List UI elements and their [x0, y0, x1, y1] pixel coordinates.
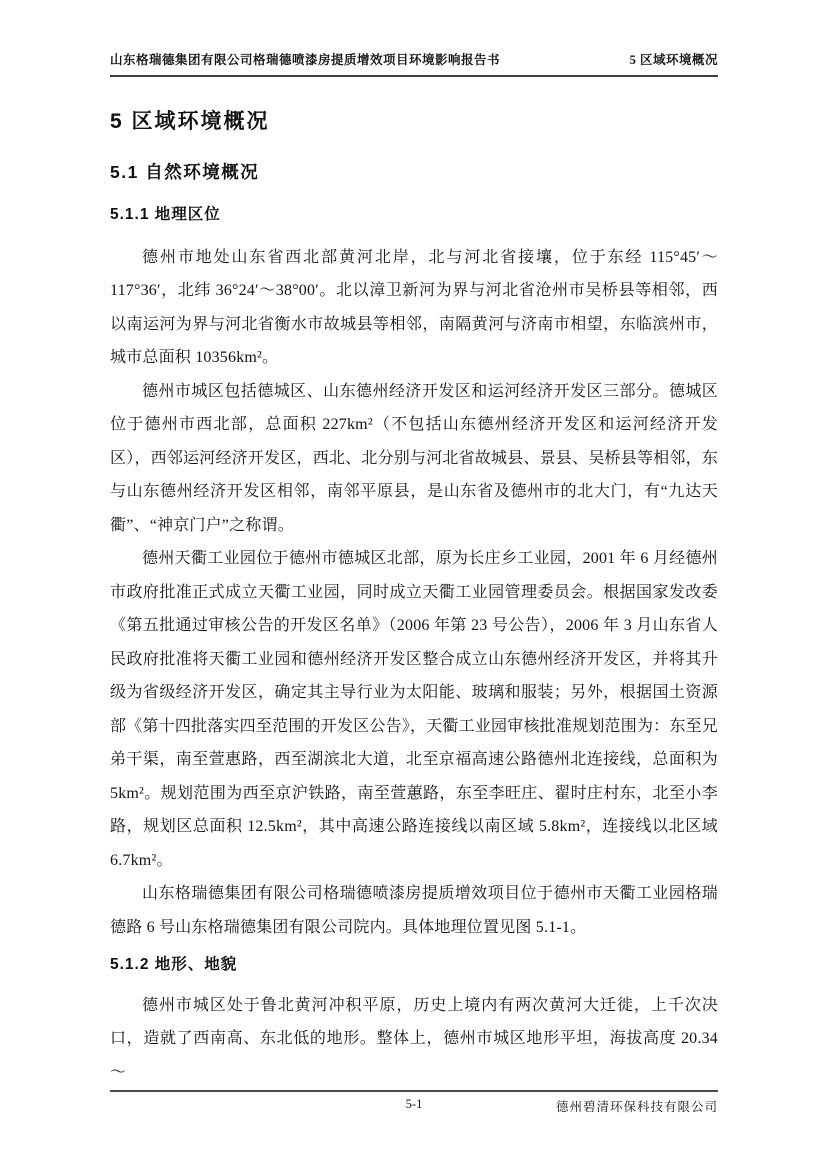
page-header [110, 50, 718, 77]
chapter-heading: 5 区域环境概况 [110, 110, 270, 133]
subsection-heading-terrain-landform: 5.1.2 地形、地貌 [110, 956, 238, 974]
paragraph-project-location: 山东格瑞德集团有限公司格瑞德喷漆房提质增效项目位于德州市天衢工业园格瑞德路 6 号山东格瑞德集团有限公司院内。具体地理位置见图 5.1-1。 [110, 885, 718, 936]
page-footer [110, 1090, 718, 1121]
paragraph-city-location: 德州市地处山东省西北部黄河北岸，北与河北省接壤，位于东经 115°45′～117°36′，北纬 36°24′～38°00′。北以漳卫新河为界与河北省沧州市吴桥县等相邻，西以南运河为界与河北省衡水市故城县等相邻，南隔黄河与济南市相望，东临滨州市，城市总面积 10356km²。 [110, 248, 718, 367]
page-number: 5-1 [405, 1097, 423, 1111]
document-content [110, 80, 718, 1089]
header-report-title: 山东格瑞德集团有限公司格瑞德喷漆房提质增效项目环境影响报告书 [110, 53, 501, 67]
header-chapter-title: 5 区域环境概况 [629, 53, 718, 67]
section-heading: 5.1 自然环境概况 [110, 162, 260, 183]
paragraph-terrain: 德州市城区处于鲁北黄河冲积平原，历史上境内有两次黄河大迁徙，上千次决口，造就了西南高、东北低的地形。整体上，德州市城区地形平坦，海拔高度 20.34～ [110, 996, 718, 1081]
footer-company-name: 德州碧清环保科技有限公司 [555, 1100, 718, 1114]
subsection-heading-geographic-location: 5.1.1 地理区位 [110, 206, 221, 224]
paragraph-urban-districts: 德州市城区包括德城区、山东德州经济开发区和运河经济开发区三部分。德城区位于德州市西北部，总面积 227km²（不包括山东德州经济开发区和运河经济开发区），西邻运河经济开发区，西北、北分别与河北省故城县、景县、吴桥县等相邻，东与山东德州经济开发区相邻，南邻平原县，是山东省及德州市的北大门，有“九达天衢”、“神京门户”之称谓。 [110, 382, 718, 534]
paragraph-industrial-park: 德州天衢工业园位于德州市德城区北部，原为长庄乡工业园，2001 年 6 月经德州市政府批准正式成立天衢工业园，同时成立天衢工业园管理委员会。根据国家发改委《第五批通过审核公告的开发区名单》（2006 年第 23 号公告），2006 年 3 月山东省人民政府批准将天衢工业园和德州经济开发区整合成立山东德州经济开发区，并将其升级为省级经济开发区，确定其主导行业为太阳能、玻璃和服装；另外，根据国土资源部《第十四批落实四至范围的开发区公告》，天衢工业园审核批准规划范围为：东至兄弟干渠，南至萱惠路，西至湖滨北大道，北至京福高速公路德州北连接线，总面积为 5km²。规划范围为西至京沪铁路，南至萱蕙路，东至李旺庄、翟时庄村东，北至小李路，规划区总面积 12.5km²，其中高速公路连接线以南区域 5.8km²，连接线以北区域 6.7km²。 [110, 550, 718, 869]
